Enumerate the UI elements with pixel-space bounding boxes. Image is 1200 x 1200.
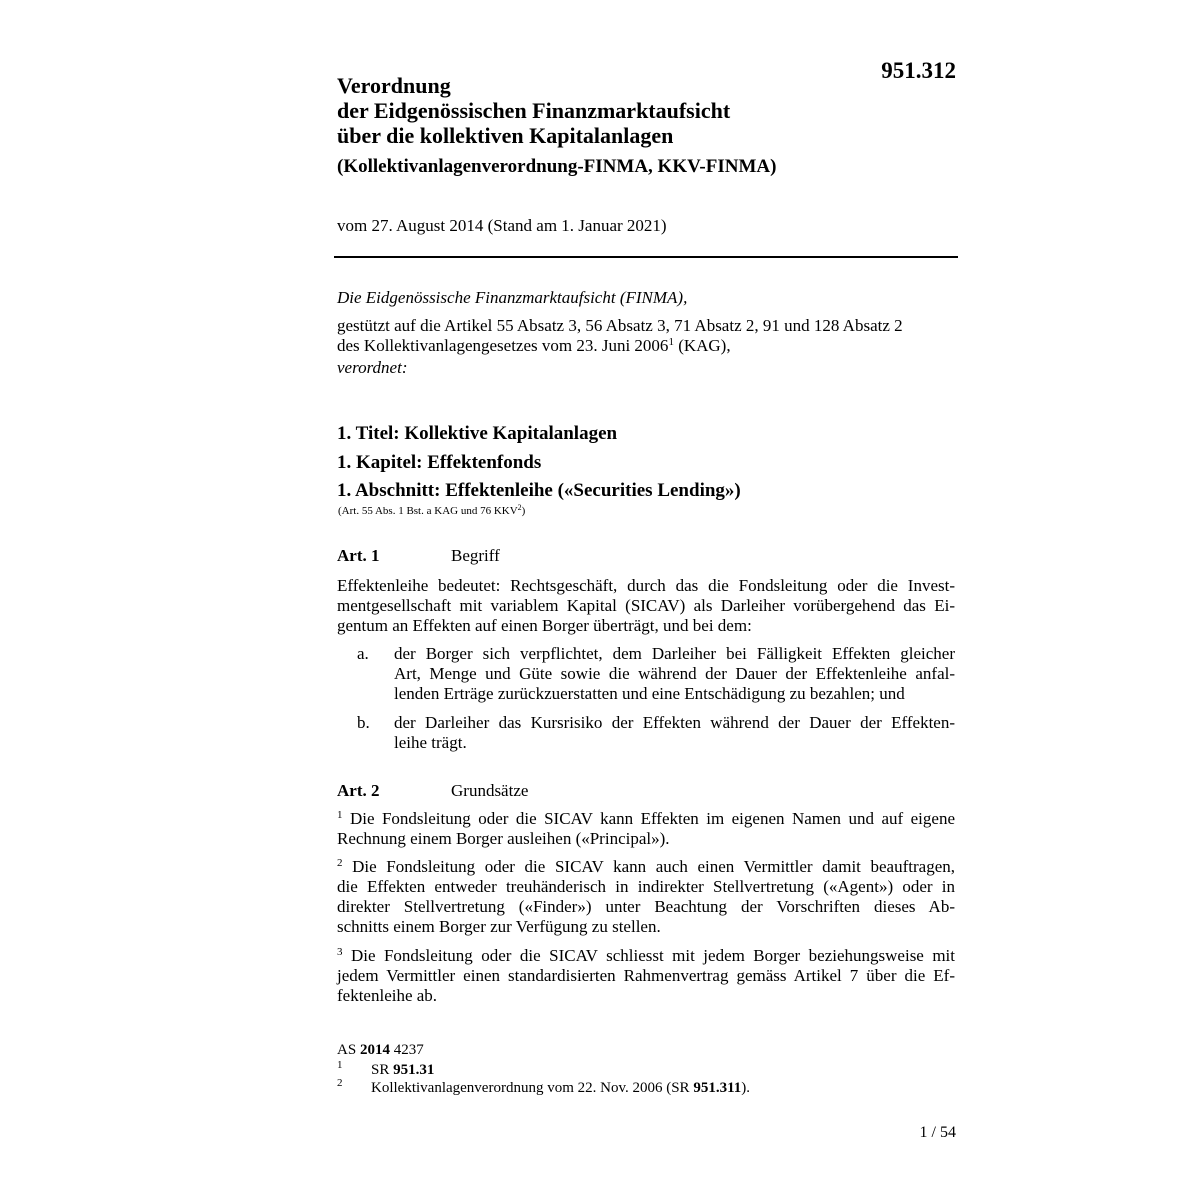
article-number: Art. 1 bbox=[337, 546, 380, 565]
article-paragraph: $^3$ Die Fondsleitung oder die SICAV schliesst mit jedem Borger beziehungsweise mit jedem Vermittler einen standardisierten Rahmenvertrag gemäss Artikel 7 über die Ef- fektenleihe ab. bbox=[337, 946, 955, 1005]
preamble-basis-line: gestützt auf die Artikel 55 Absatz 3, 56 Absatz 3, 71 Absatz 2, 91 und 128 Absatz 2 bbox=[337, 316, 903, 335]
chapter-heading: 1. Kapitel: Effektenfonds bbox=[337, 452, 542, 473]
section-heading: 1. Abschnitt: Effektenleihe («Securities Lending») bbox=[337, 480, 741, 501]
footnote-ref[interactable]: 1 bbox=[668, 336, 674, 348]
list-item-text: der Borger sich verpflichtet, dem Darleiher bei Fälligkeit Effekten gleicher Art, Menge und Güte sowie die während der Dauer der Effektenleihe anfal- lenden Erträge zurückzuerstatten und eine Entschädigung zu bezahlen; und bbox=[394, 644, 955, 703]
article-intro: Effektenleihe bedeutet: Rechtsgeschäft, durch das die Fondsleitung oder die Invest- mentgesellschaft mit variablem Kapital (SICAV) als Darleiher vorübergehend das Ei- gentum an Effekten auf einen Borger überträgt, und bei dem: bbox=[337, 576, 955, 635]
section-reference: (Art. 55 Abs. 1 Bst. a KAG und 76 KKV$^2$) bbox=[338, 503, 526, 517]
date-line: vom 27. August 2014 (Stand am 1. Januar 2021) bbox=[337, 216, 667, 235]
title-divider bbox=[334, 256, 958, 258]
article-number: Art. 2 bbox=[337, 781, 380, 800]
sr-number: 951.312 bbox=[881, 58, 956, 83]
footnote bbox=[337, 1059, 937, 1080]
preamble-decree: verordnet: bbox=[337, 358, 408, 377]
list-item-text: der Darleiher das Kursrisiko der Effekten während der Dauer der Effekten- leihe trägt. bbox=[394, 713, 955, 752]
short-title: (Kollektivanlagenverordnung-FINMA, KKV-FINMA) bbox=[337, 156, 777, 177]
article-heading bbox=[337, 546, 500, 566]
title-line: der Eidgenössischen Finanzmarktaufsicht bbox=[337, 98, 731, 123]
ordinance-title bbox=[337, 73, 776, 178]
article-title: Begriff bbox=[451, 546, 500, 565]
page-number: 1 / 54 bbox=[919, 1124, 956, 1141]
footnote-number: 2 bbox=[337, 1077, 343, 1089]
title-heading: 1. Titel: Kollektive Kapitalanlagen bbox=[337, 423, 618, 444]
article-paragraph: $^1$ Die Fondsleitung oder die SICAV kann Effekten im eigenen Namen und auf eigene Rechnung einem Borger ausleihen («Principal»). bbox=[337, 809, 955, 848]
list-item-letter: b. bbox=[357, 713, 370, 732]
preamble-basis-line: des Kollektivanlagengesetzes vom 23. Juni 2006$^1$ (KAG), bbox=[337, 336, 731, 355]
preamble bbox=[337, 288, 957, 378]
footnote-ref[interactable]: 2 bbox=[517, 503, 522, 512]
paragraph-number: 1 bbox=[337, 809, 343, 821]
title-line: über die kollektiven Kapitalanlagen bbox=[337, 123, 674, 148]
official-compilation-ref: AS 2014 4237 bbox=[337, 1042, 424, 1058]
footnote-text: SR 951.31 bbox=[371, 1062, 435, 1078]
title-line: Verordnung bbox=[337, 73, 451, 98]
footnote-text: Kollektivanlagenverordnung vom 22. Nov. 2006 (SR 951.311). bbox=[371, 1080, 751, 1096]
footnote-number: 1 bbox=[337, 1059, 343, 1071]
article-heading bbox=[337, 781, 528, 801]
article-paragraph: $^2$ Die Fondsleitung oder die SICAV kann auch einen Vermittler damit beauftragen, die Effekten entweder treuhänderisch in indirekter Stellvertretung («Agent») oder in direkter Stellvertretung («Finder») unter Beachtung der Vorschriften dieses Ab- schnitts einem Borger zur Verfügung zu stellen. bbox=[337, 857, 955, 936]
paragraph-number: 3 bbox=[337, 946, 343, 958]
footnote bbox=[337, 1077, 937, 1098]
article-title: Grundsätze bbox=[451, 781, 529, 800]
paragraph-number: 2 bbox=[337, 857, 343, 869]
list-item-letter: a. bbox=[357, 644, 369, 663]
preamble-authority: Die Eidgenössische Finanzmarktaufsicht (FINMA), bbox=[337, 288, 688, 307]
